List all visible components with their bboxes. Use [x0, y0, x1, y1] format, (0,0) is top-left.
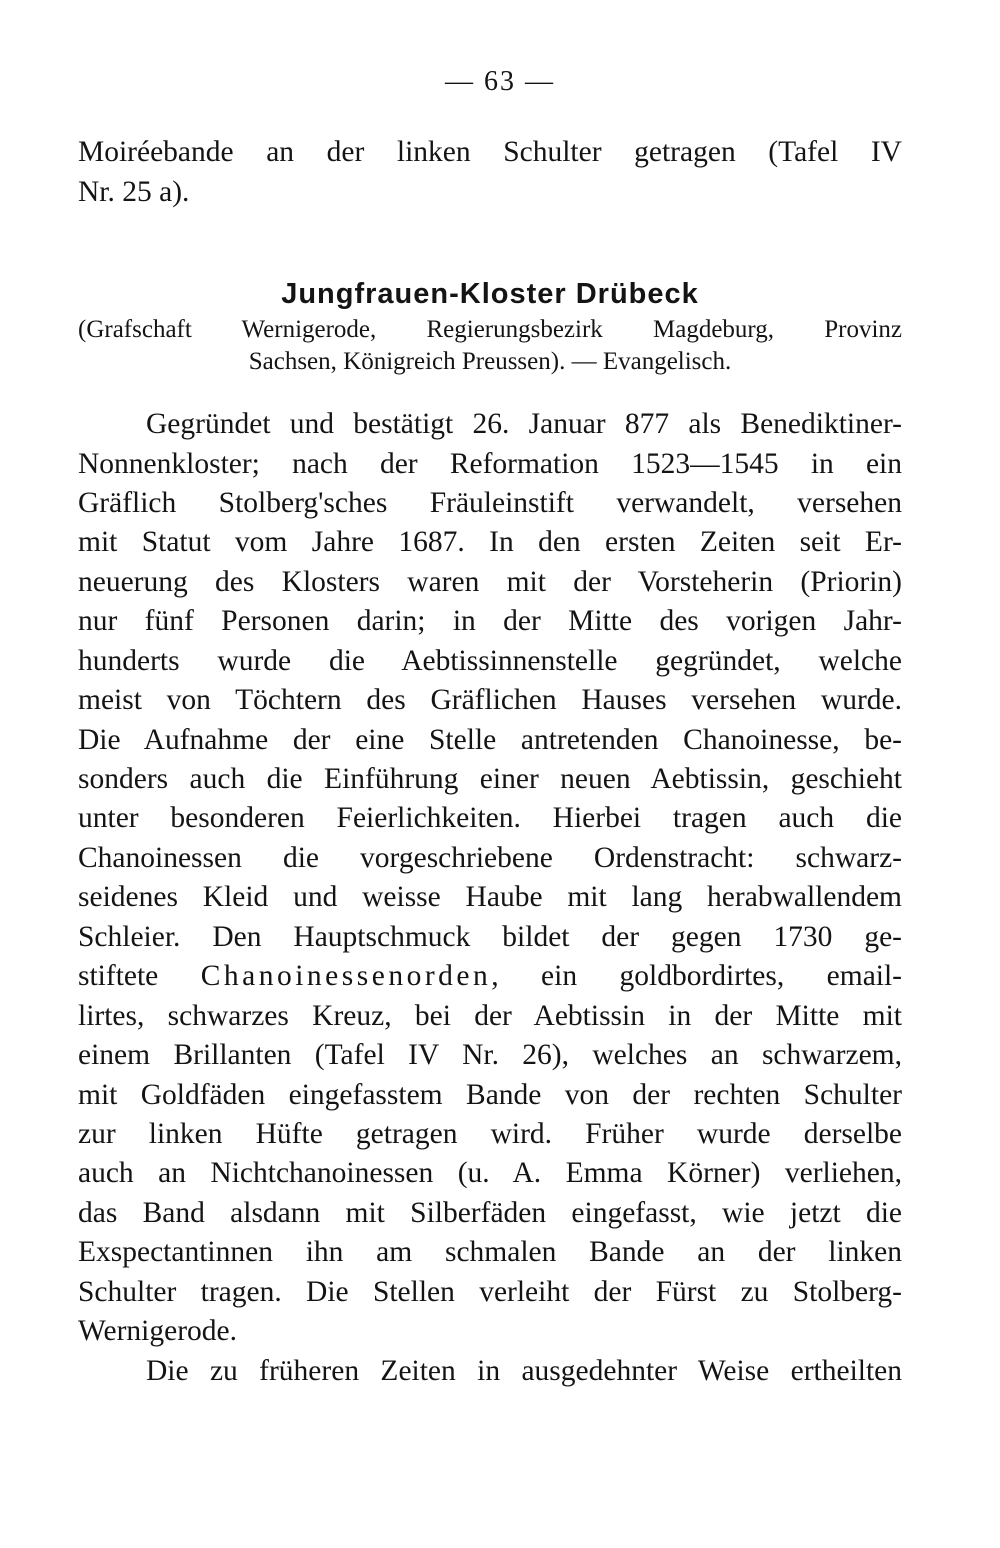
body-line: Chanoinessen die vorgeschriebene Ordenstracht: schwarz-	[78, 842, 902, 874]
body-line: hunderts wurde die Aebtissinnenstelle gegründet, welche	[78, 645, 902, 677]
body-line: Gräflich Stolberg'sches Fräuleinstift verwandelt, versehen	[78, 487, 902, 519]
body-line: Schulter tragen. Die Stellen verleiht der Fürst zu Stolberg-	[78, 1276, 902, 1308]
body-line: Die Aufnahme der eine Stelle antretenden Chanoinesse, be-	[78, 724, 902, 756]
intro-line: Moiréebande an der linken Schulter getragen (Tafel IV	[78, 136, 902, 168]
body-line: lirtes, schwarzes Kreuz, bei der Aebtissin in der Mitte mit	[78, 1000, 902, 1032]
page-number: — 63 —	[445, 66, 555, 97]
body-line: Schleier. Den Hauptschmuck bildet der gegen 1730 ge-	[78, 921, 902, 953]
body-line: einem Brillanten (Tafel IV Nr. 26), welches an schwarzem,	[78, 1039, 902, 1071]
body-line: sonders auch die Einführung einer neuen Aebtissin, geschieht	[78, 763, 902, 795]
body-line: Nonnenkloster; nach der Reformation 1523—1545 in ein	[78, 448, 902, 480]
text-before-emphasis: stiftete	[78, 960, 201, 992]
subheading-line: Sachsen, Königreich Preussen). — Evangelisch.	[248, 348, 732, 375]
body-line: seidenes Kleid und weisse Haube mit lang herabwallendem	[78, 881, 902, 913]
intro-line: Nr. 25 a).	[78, 176, 190, 208]
section-heading: Jungfrauen-Kloster Drübeck	[281, 278, 699, 310]
subheading-line: (Grafschaft Wernigerode, Regierungsbezirk Magdeburg, Provinz	[78, 316, 902, 343]
body-line: Exspectantinnen ihn am schmalen Bande an der linken	[78, 1236, 902, 1268]
body-line: das Band alsdann mit Silberfäden eingefasst, wie jetzt die	[78, 1197, 902, 1229]
spaced-emphasis: Chanoinessenorden	[200, 960, 492, 992]
body-line: auch an Nichtchanoinessen (u. A. Emma Körner) verliehen,	[78, 1157, 902, 1189]
body-line: Wernigerode.	[78, 1315, 237, 1347]
body-line: mit Statut vom Jahre 1687. In den ersten Zeiten seit Er-	[78, 526, 902, 558]
body-line-emphasis	[78, 956, 902, 996]
body-line: meist von Töchtern des Gräflichen Hauses versehen wurde.	[78, 684, 902, 716]
body-line: mit Goldfäden eingefasstem Bande von der rechten Schulter	[78, 1079, 902, 1111]
final-paragraph-line: Die zu früheren Zeiten in ausgedehnter Weise ertheilten	[146, 1355, 902, 1387]
body-line: zur linken Hüfte getragen wird. Früher wurde derselbe	[78, 1118, 902, 1150]
text-after-emphasis: , ein goldbordirtes, email-	[491, 960, 902, 992]
body-line: unter besonderen Feierlichkeiten. Hierbei tragen auch die	[78, 802, 902, 834]
body-line: nur fünf Personen darin; in der Mitte des vorigen Jahr-	[78, 605, 902, 637]
body-line: Gegründet und bestätigt 26. Januar 877 als Benediktiner-	[146, 408, 902, 440]
body-line: neuerung des Klosters waren mit der Vorsteherin (Priorin)	[78, 566, 902, 598]
